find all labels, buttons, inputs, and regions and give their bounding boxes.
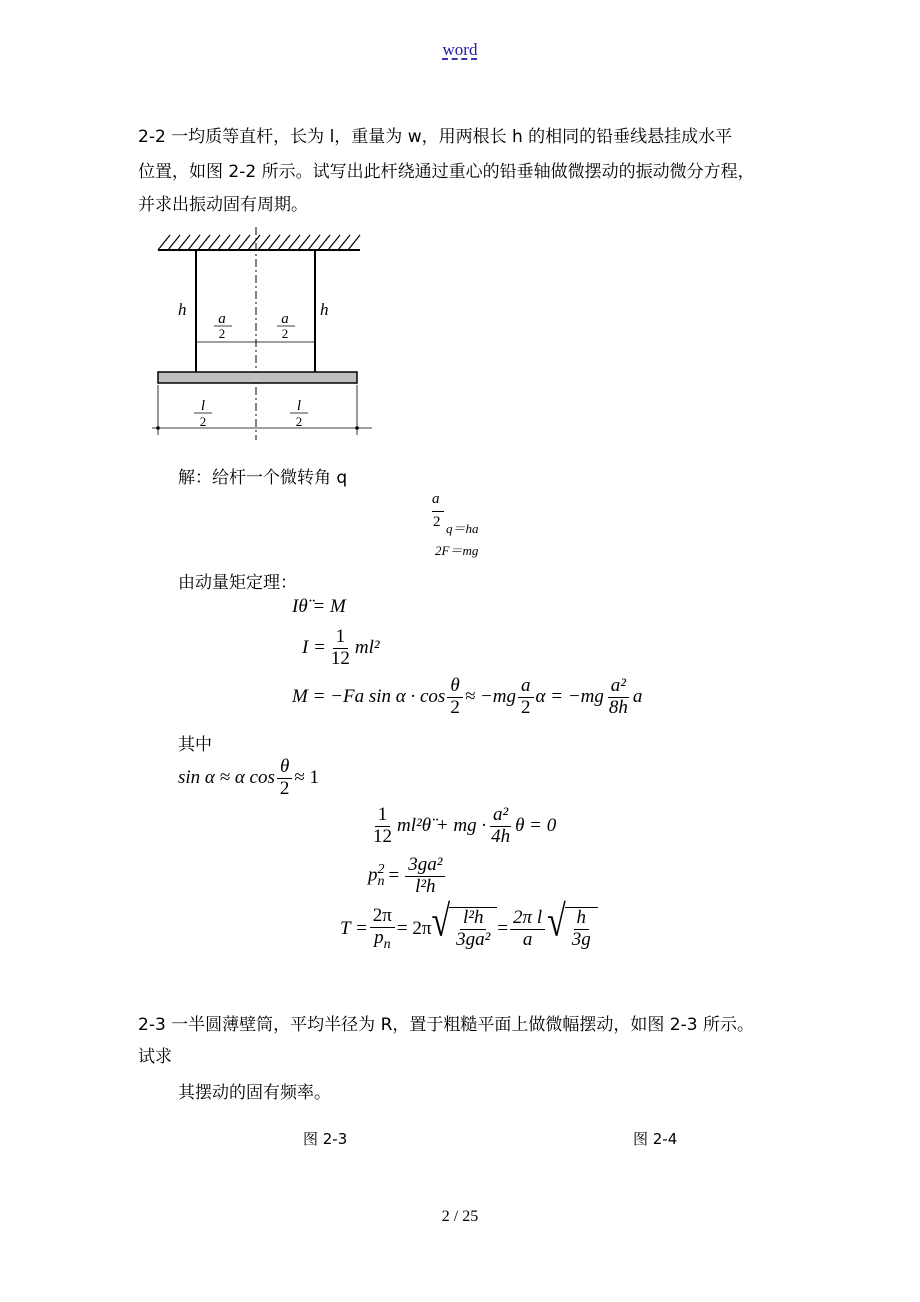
equation-5: $\frac{1}{12}$ ml²θ̈ + mg · $\frac{\text{a²}}{4h}$ θ = 0 [373,804,557,847]
problem-2-3-line1: 2-3 一半圆薄壁筒，平均半径为 R，置于粗糙平面上做微幅摆动，如图 2-3 所示。 [138,1015,754,1035]
figure-2-4-caption: 图 2-4 [633,1130,678,1148]
ceiling-hatch [158,235,360,250]
a-num-left: a [218,311,226,327]
equation-7: T = $\frac{2\pi}{p_n}$ = 2π √ $\frac{\text{l²h}}{\text{3ga²}}$ = $\frac{\text{2π l}}{a}$ √ $\frac{h}{3g}$ [340,906,598,952]
relation-a-num: a [432,491,440,507]
figure-2-2-diagram [150,225,380,445]
header-word-link[interactable]: word [442,40,478,59]
equation-3: M = −Fa sin α · cos $\frac{\theta}{2}$ ≈ −mg $\frac{a}{2}$ α = −mg $\frac{\text{a²}}{8h}$ a [292,675,643,718]
figure-2-3-caption: 图 2-3 [303,1130,348,1148]
l-den-right: 2 [295,414,303,429]
equation-4: sin α ≈ α cos $\frac{\theta}{2}$ ≈ 1 [178,756,320,799]
solution-intro: 解：给杆一个微转角 q [178,468,348,488]
rod [158,372,357,383]
l-num-left: l [200,398,206,414]
problem-2-2-line2: 位置，如图 2-2 所示。试写出此杆绕通过重心的铅垂轴做微摆动的振动微分方程， [138,162,755,182]
where-label: 其中 [178,735,212,755]
problem-2-3-line2: 试求 [138,1047,172,1067]
equation-6: $p^2_n$ = $\frac{\text{3ga²}}{\text{l²h}}$ [368,855,447,898]
page-number: 2 / 25 [441,1208,479,1225]
problem-2-2-line1: 2-2 一均质等直杆，长为 l，重量为 w，用两根长 h 的相同的铅垂线悬挂成水平 [138,127,733,147]
equation-2: I = $\frac{1}{12}$ ml² [302,626,380,669]
a-den-left: 2 [218,326,226,341]
relation-frac-bar [432,511,444,512]
problem-2-3-line3: 其摆动的固有频率。 [178,1083,331,1103]
a-den-right: 2 [281,326,289,341]
l-den-left: 2 [199,414,207,429]
h-right-label: h [320,300,329,319]
relation-eq1: q＝ha [446,521,479,536]
h-left-label: h [178,300,187,319]
a-num-right: a [281,311,289,327]
problem-2-2-line3: 并求出振动固有周期。 [138,195,308,215]
l-num-right: l [296,398,302,414]
relation-den: 2 [433,514,441,530]
equation-1: Iθ̈ = M [292,596,346,617]
momentum-theorem-label: 由动量矩定理： [178,573,297,593]
relation-eq2: 2F＝mg [435,543,479,558]
